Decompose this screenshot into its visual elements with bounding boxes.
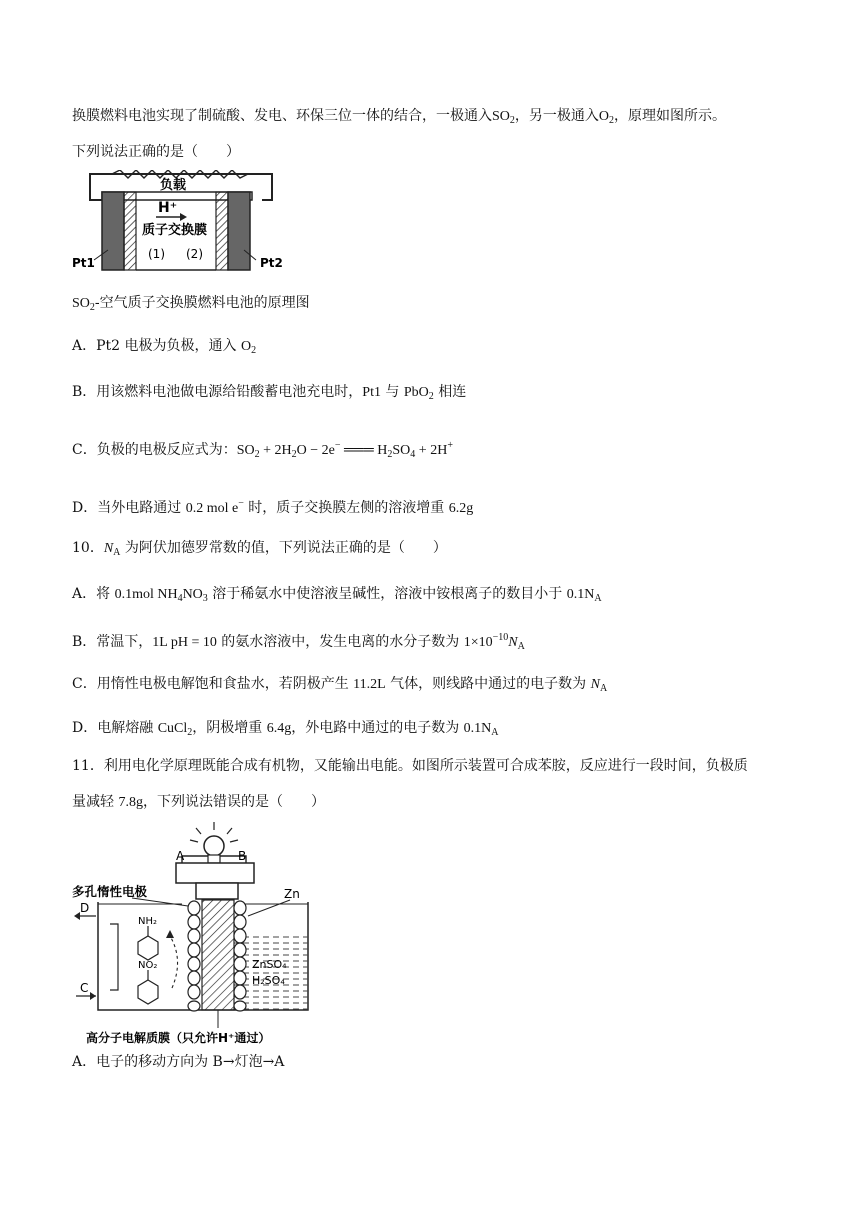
q9-option-c: C．负极的电极反应式为：$SO_2 + 2H_2O - 2e^-$ ═══ $H_2SO_4 + 2H^+$ bbox=[72, 440, 453, 460]
terminal-a-label: A bbox=[176, 849, 185, 863]
benzene-ring-bottom bbox=[138, 980, 158, 1004]
pt2-label: Pt2 bbox=[260, 256, 283, 270]
no2-label: NO₂ bbox=[138, 960, 158, 971]
znso4-label: ZnSO₄ bbox=[252, 958, 287, 971]
membrane-label: 质子交换膜 bbox=[142, 223, 208, 238]
load-label: 负载 bbox=[160, 178, 187, 193]
porous-electrode-left bbox=[188, 901, 200, 1011]
q11-option-a: A．电子的移动方向为 B→灯泡→A bbox=[72, 1054, 285, 1070]
nh2-label: NH₂ bbox=[138, 916, 158, 927]
porous-electrode-label: 多孔惰性电极 bbox=[72, 884, 148, 899]
membrane-caption: 高分子电解质膜（只允许H⁺通过） bbox=[86, 1031, 271, 1045]
q10-option-a: A．将 0.1mol $NH_4NO_3$ 溶于稀氨水中使溶液呈碱性，溶液中铵根离子的数目小于 $0.1N_A$ bbox=[72, 586, 602, 604]
benzene-ring-top bbox=[138, 936, 158, 960]
zn-label: Zn bbox=[284, 887, 300, 901]
ion-label: H⁺ bbox=[158, 200, 178, 216]
right-chamber-label: (2) bbox=[186, 247, 203, 261]
q9-option-b: B．用该燃料电池做电源给铅酸蓄电池充电时，Pt1 与 PbO$_2$ 相连 bbox=[72, 384, 467, 402]
fuel-cell-figure bbox=[72, 170, 292, 278]
left-chamber-label: (1) bbox=[148, 247, 165, 261]
bulb-icon bbox=[204, 836, 224, 856]
aniline-cell-figure bbox=[72, 820, 322, 1052]
q11-stem-line2: 量减轻 7.8g，下列说法错误的是（ ） bbox=[72, 794, 325, 810]
q9-stem-line1: 换膜燃料电池实现了制硫酸、发电、环保三位一体的结合，一极通入$SO_2$，另一极通入$O_2$，原理如图所示。 bbox=[72, 108, 727, 126]
fuel-cell-caption: $SO_2-$空气质子交换膜燃料电池的原理图 bbox=[72, 295, 310, 313]
q10-option-d: D．电解熔融 CuCl$_2$，阴极增重 6.4g，外电路中通过的电子数为 $0.1N_A$ bbox=[72, 720, 499, 738]
q11-stem-line1: 11．利用电化学原理既能合成有机物，又能输出电能。如图所示装置可合成苯胺，反应进行一段时间，负极质 bbox=[72, 758, 748, 774]
pt1-label: Pt1 bbox=[72, 256, 95, 270]
terminal-b-label: B bbox=[238, 849, 247, 863]
q9-option-a: A．Pt2 电极为负极，通入 $O_2$ bbox=[72, 338, 257, 356]
inlet-c-label: C bbox=[80, 981, 89, 995]
q10-stem: 10．$N_A$ 为阿伏加德罗常数的值，下列说法正确的是（ ） bbox=[72, 540, 447, 558]
outlet-d-label: D bbox=[80, 901, 90, 915]
h2so4-label: H₂SO₄ bbox=[252, 974, 285, 987]
q9-stem-line2: 下列说法正确的是（ ） bbox=[72, 144, 240, 160]
q9-option-d: D．当外电路通过 0.2 mol e− 时，质子交换膜左侧的溶液增重 6.2g bbox=[72, 498, 474, 516]
q10-option-c: C．用惰性电极电解饱和食盐水，若阴极产生 11.2L 气体，则线路中通过的电子数为 $N_A$ bbox=[72, 676, 608, 694]
q10-option-b: B．常温下，1L pH = 10 的氨水溶液中，发生电离的水分子数为 $1\times 10^{-10}N_A$ bbox=[72, 632, 525, 652]
